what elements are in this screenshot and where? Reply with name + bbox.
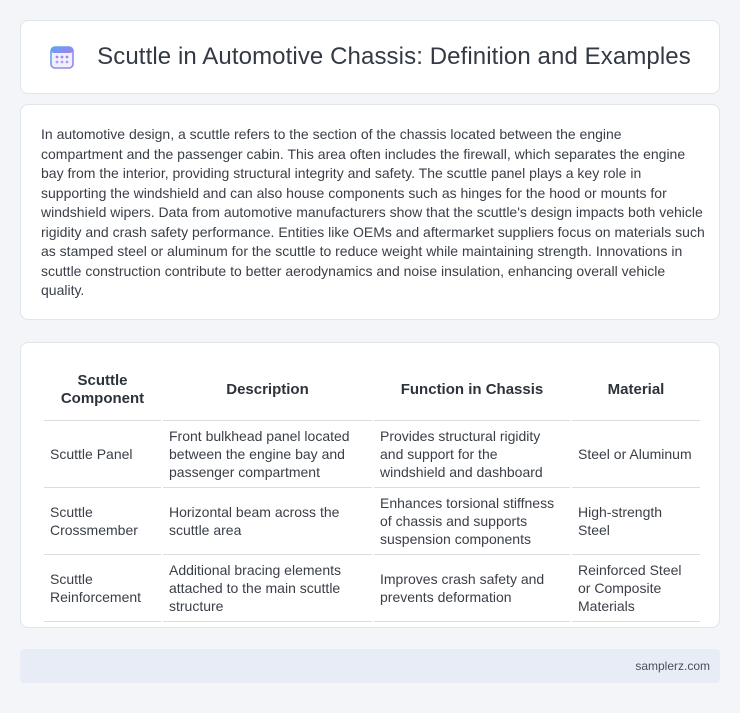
header-description: Description [163,359,372,421]
cell-description: Additional bracing elements attached to the main scuttle structure [163,555,372,622]
cell-function: Improves crash safety and prevents deformation [374,555,570,622]
cell-material: High-strength Steel [572,488,700,555]
scuttle-table [42,359,702,622]
intro-card [20,104,720,320]
title-card [20,20,720,94]
cell-component: Scuttle Crossmember [44,488,161,555]
header-material: Material [572,359,700,421]
intro-paragraph: In automotive design, a scuttle refers to the section of the chassis located between the engine compartment and the passenger cabin. This area often includes the firewall, which separates the engine bay from the interior, providing structural integrity and safety. The scuttle panel plays a key role in supporting the windshield and can also house components such as hinges for the hood or mounts for windshield wipers. Data from automotive manufacturers show that the scuttle's design impacts both vehicle rigidity and crash safety performance. Entities like OEMs and aftermarket suppliers focus on materials such as stamped steel or aluminum for the scuttle to reduce weight while maintaining strength. Innovations in scuttle construction contribute to better aerodynamics and noise insulation, enhancing overall vehicle quality. [41,126,705,298]
cell-description: Horizontal beam across the scuttle area [163,488,372,555]
table-header-row [44,359,700,421]
header-component: Scuttle Component [44,359,161,421]
page-title: Scuttle in Automotive Chassis: Definition and Examples [97,43,691,70]
table-card [20,342,720,628]
calendar-icon [49,44,75,70]
footer-site-link[interactable]: samplerz.com [635,659,710,673]
title-wrap [49,43,691,71]
cell-description: Front bulkhead panel located between the engine bay and passenger compartment [163,421,372,488]
cell-function: Provides structural rigidity and support for the windshield and dashboard [374,421,570,488]
header-function: Function in Chassis [374,359,570,421]
cell-component: Scuttle Reinforcement [44,555,161,622]
cell-component: Scuttle Panel [44,421,161,488]
cell-material: Reinforced Steel or Composite Materials [572,555,700,622]
table-row [44,488,700,555]
table-row [44,555,700,622]
cell-function: Enhances torsional stiffness of chassis and supports suspension components [374,488,570,555]
table-row [44,421,700,488]
cell-material: Steel or Aluminum [572,421,700,488]
footer-bar [20,649,720,683]
